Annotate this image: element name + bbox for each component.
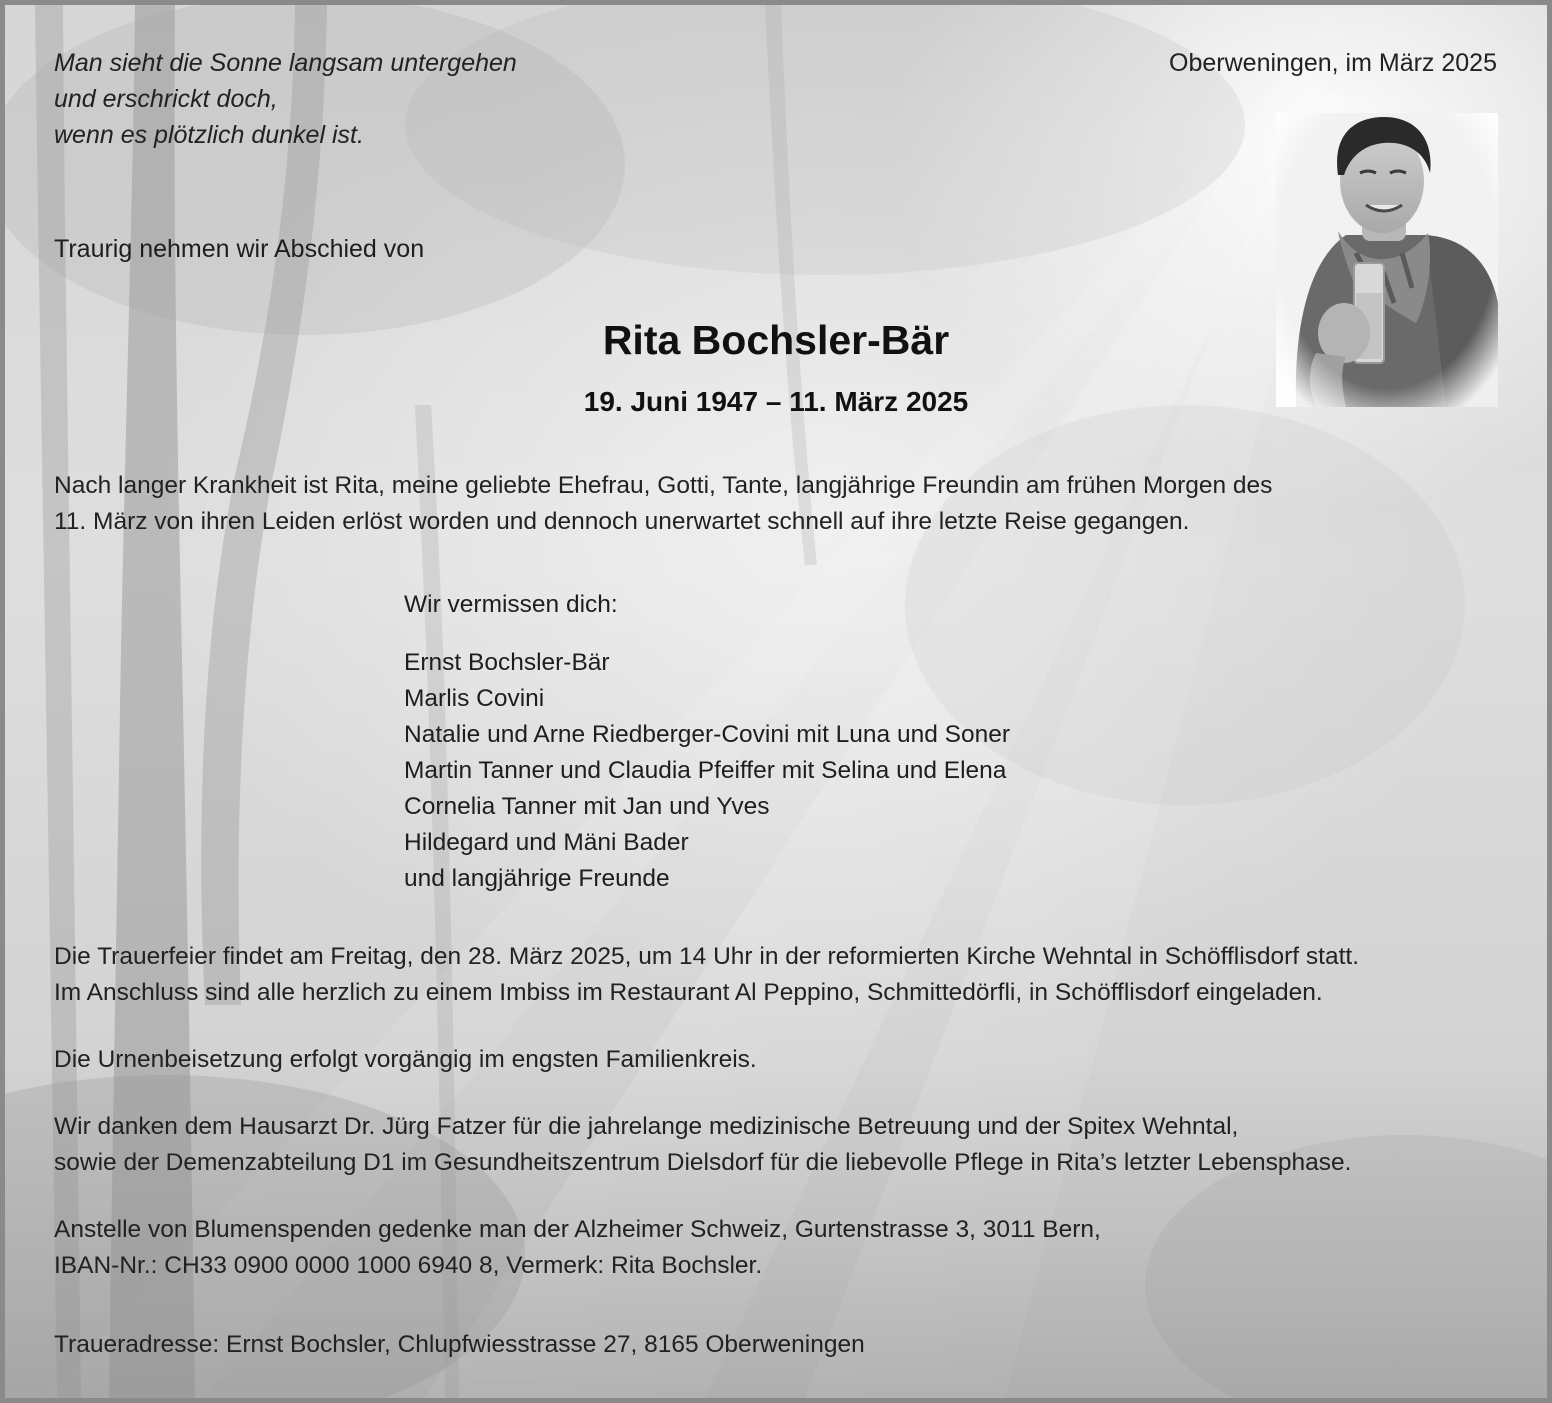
list-item: Marlis Covini — [404, 685, 545, 712]
thanks-line: Wir danken dem Hausarzt Dr. Jürg Fatzer für die jahrelange medizinische Betreuung und der Spitex Wehntal, — [54, 1113, 1239, 1140]
thanks-paragraph — [54, 1109, 1351, 1181]
list-item: Natalie und Arne Riedberger-Covini mit Luna und Soner — [404, 721, 1011, 748]
life-dates: 19. Juni 1947 – 11. März 2025 — [583, 386, 969, 417]
urn-line: Die Urnenbeisetzung erfolgt vorgängig im engsten Familienkreis. — [54, 1046, 757, 1073]
list-item: und langjährige Freunde — [404, 865, 670, 892]
mourners-title: Wir vermissen dich: — [404, 591, 618, 618]
memorial-poem — [54, 45, 517, 153]
donation-line: IBAN-Nr.: CH33 0900 0000 1000 6940 8, Vermerk: Rita Bochsler. — [54, 1252, 763, 1279]
announcement-line: 11. März von ihren Leiden erlöst worden und dennoch unerwartet schnell auf ihre letzte Reise gegangen. — [54, 508, 1190, 535]
poem-line: und erschrickt doch, — [54, 85, 278, 113]
thanks-line: sowie der Demenzabteilung D1 im Gesundheitszentrum Dielsdorf für die liebevolle Pflege in Rita’s letzter Lebensphase. — [54, 1149, 1352, 1176]
announcement-paragraph — [54, 468, 1272, 540]
funeral-line: Im Anschluss sind alle herzlich zu einem Imbiss im Restaurant Al Peppino, Schmittedörfli, in Schöfflisdorf eingeladen. — [54, 979, 1323, 1006]
poem-line: Man sieht die Sonne langsam untergehen — [54, 49, 517, 77]
poem-line: wenn es plötzlich dunkel ist. — [54, 121, 364, 149]
funeral-line: Die Trauerfeier findet am Freitag, den 28. März 2025, um 14 Uhr in der reformierten Kirche Wehntal in Schöfflisdorf statt. — [54, 943, 1360, 970]
list-item: Hildegard und Mäni Bader — [404, 829, 689, 856]
deceased-name: Rita Bochsler-Bär — [602, 317, 950, 363]
donation-line: Anstelle von Blumenspenden gedenke man der Alzheimer Schweiz, Gurtenstrasse 3, 3011 Bern, — [54, 1216, 1101, 1243]
list-item: Martin Tanner und Claudia Pfeiffer mit Selina und Elena — [404, 757, 1007, 784]
donation-paragraph — [54, 1212, 1101, 1284]
place-and-date: Oberweningen, im März 2025 — [1169, 49, 1497, 77]
mourners-list — [404, 645, 1010, 897]
farewell-intro: Traurig nehmen wir Abschied von — [54, 235, 425, 263]
mourning-address: Traueradresse: Ernst Bochsler, Chlupfwiesstrasse 27, 8165 Oberweningen — [54, 1331, 865, 1358]
announcement-line: Nach langer Krankheit ist Rita, meine geliebte Ehefrau, Gotti, Tante, langjährige Freundin am frühen Morgen des — [54, 472, 1273, 499]
funeral-paragraph — [54, 939, 1359, 1011]
list-item: Ernst Bochsler-Bär — [404, 649, 610, 676]
urn-paragraph — [54, 1042, 757, 1078]
list-item: Cornelia Tanner mit Jan und Yves — [404, 793, 770, 820]
